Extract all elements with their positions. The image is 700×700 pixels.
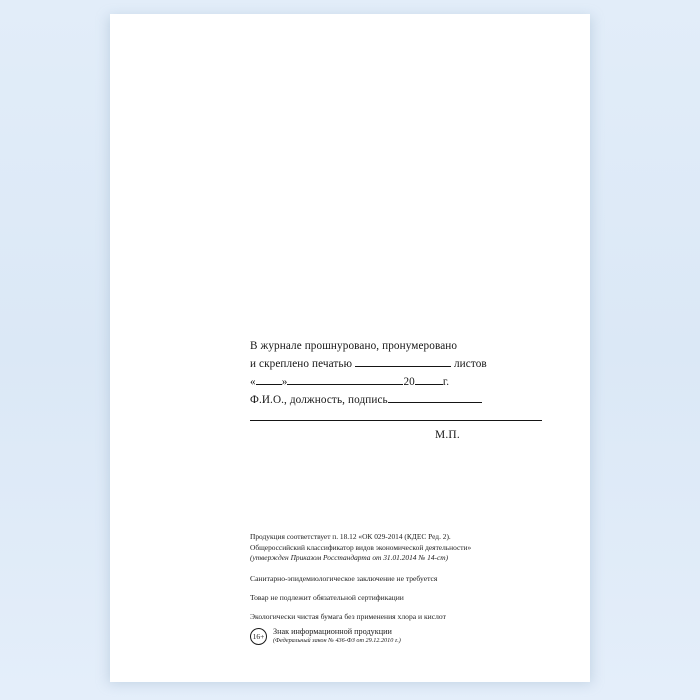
signature-blank <box>388 391 482 403</box>
okved-line-3: (утвержден Приказом Росстандарта от 31.01.2014 № 14-ст) <box>250 553 449 563</box>
certification-line-4-text: Ф.И.О., должность, подпись <box>250 394 388 407</box>
legal-footer-block <box>250 532 560 623</box>
year-blank <box>415 373 443 385</box>
legal-spacer-3 <box>250 603 560 611</box>
okved-line-1: Продукция соответствует п. 18.12 «ОК 029-2014 (КДЕС Ред. 2). <box>250 532 451 541</box>
legal-spacer-2 <box>250 584 560 592</box>
age-rating-row <box>250 627 401 645</box>
document-page <box>110 14 590 682</box>
date-open-quote: « <box>250 376 256 389</box>
sheets-count-blank <box>355 355 451 367</box>
month-blank <box>287 373 403 385</box>
certification-line-1 <box>250 338 550 355</box>
age-rating-texts <box>273 627 401 645</box>
certification-line-2-suffix: листов <box>453 358 487 371</box>
page-content <box>110 14 590 682</box>
age-rating-subtitle: (Федеральный закон № 436-ФЗ от 29.12.2010 г.) <box>273 637 401 645</box>
certification-line-3 <box>250 373 550 391</box>
okved-line-2: Общероссийский классификатор видов экономической деятельности» <box>250 542 472 552</box>
stamp-place-label: М.П. <box>435 429 460 441</box>
sanitary-statement: Санитарно-эпидемиологическое заключение не требуется <box>250 573 438 583</box>
year-suffix: г. <box>442 376 450 389</box>
age-rating-title: Знак информационной продукции <box>273 627 392 636</box>
certification-statement: Товар не подлежит обязательной сертификации <box>250 592 404 602</box>
legal-spacer-1 <box>250 564 560 573</box>
certification-block <box>250 338 550 427</box>
age-rating-badge: 16+ <box>250 628 267 645</box>
day-blank <box>256 373 282 385</box>
year-prefix: 20 <box>403 376 415 389</box>
certification-line-5 <box>250 409 550 427</box>
certification-line-2 <box>250 355 550 373</box>
eco-paper-statement: Экологически чистая бумага без применения хлора и кислот <box>250 612 446 622</box>
certification-line-4 <box>250 391 550 409</box>
signature-long-blank <box>250 409 542 421</box>
date-close-quote: » <box>281 376 288 389</box>
certification-line-1-text: В журнале прошнуровано, пронумеровано <box>250 340 458 352</box>
certification-line-2-prefix: и скреплено печатью <box>250 358 353 371</box>
